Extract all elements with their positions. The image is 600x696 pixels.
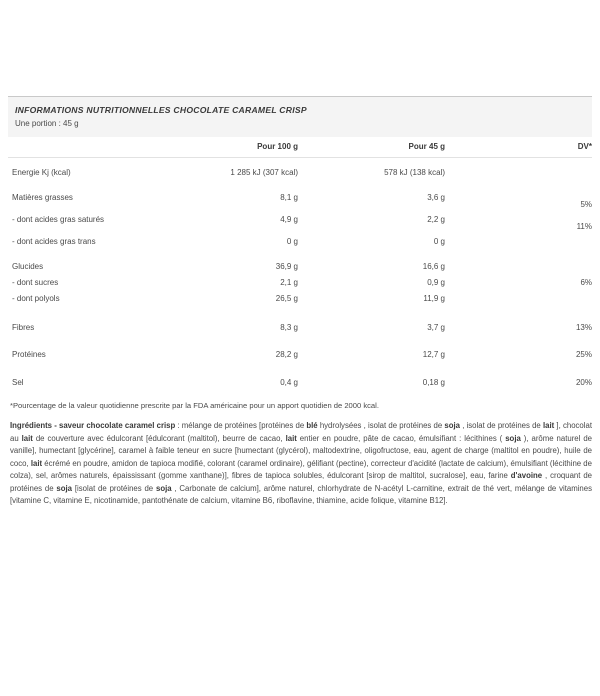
daily-value-percent: 11% bbox=[576, 222, 592, 231]
daily-value-percent: 6% bbox=[580, 278, 592, 287]
nutrient-label: - dont polyols bbox=[12, 294, 60, 303]
nutrient-label: Sel bbox=[12, 378, 24, 387]
value-per-100g: 28,2 g bbox=[275, 350, 298, 359]
nutrition-header bbox=[8, 96, 592, 137]
daily-value-percent: 20% bbox=[575, 378, 592, 387]
value-per-45g: 3,6 g bbox=[427, 193, 445, 202]
value-per-100g: 8,3 g bbox=[280, 323, 298, 332]
value-per-45g: 578 kJ (138 kcal) bbox=[384, 167, 445, 177]
nutrition-title: INFORMATIONS NUTRITIONNELLES CHOCOLATE CARAMEL CRISP bbox=[15, 105, 307, 115]
nutrient-label: - dont acides gras saturés bbox=[12, 215, 105, 224]
nutrient-label: Glucides bbox=[12, 262, 44, 271]
col-header-per45: Pour 45 g bbox=[408, 142, 445, 151]
value-per-100g: 4,9 g bbox=[280, 215, 298, 224]
daily-value-percent: 25% bbox=[575, 350, 592, 359]
value-per-100g: 26,5 g bbox=[275, 294, 298, 303]
ingredients-paragraph: Ingrédients - saveur chocolate caramel crisp : mélange de protéines [protéines de blé hydrolysées , isolat de protéines de soja , isolat de protéines de lait ], chocolat au lait de couverture avec édulcorant [édulcorant (maltitol), beurre de cacao, lait entier en poudre, pâte de cacao, émulsifiant : lécithines ( soja ), arôme naturel de vanille], humectant [glycérine], caramel à faible teneur en sucre [humectant (glycérol), maltodextrine, oligofructose, eau, agent de charge (maltitol en poudre), huile de coco, lait écrémé en poudre, amidon de tapioca modifié, colorant (caramel ordinaire), gélifiant (pectine), correcteur d'acidité (lactate de calcium), émulsifiant (lécithine de colza), sel, arômes naturels, épaississant (gomme xanthane)], fibres de tapioca solubles, édulcorant [sirop de maltitol, sucralose], eau, farine d'avoine , croquant de protéines de soja [isolat de protéines de soja , Carbonate de calcium], arôme naturel, chlorhydrate de N-acétyl L-carnitine, extrait de thé vert, mélange de vitamines [vitamine C, vitamine E, nicotinamide, pantothénate de calcium, vitamine B6, riboflavine, thiamine, acide folique, vitamine B12]. bbox=[10, 421, 592, 505]
value-per-100g: 36,9 g bbox=[275, 262, 298, 271]
daily-value-percent: 13% bbox=[575, 323, 592, 332]
nutrient-label: Matières grasses bbox=[12, 193, 73, 202]
table-row bbox=[8, 259, 592, 275]
value-per-45g: 12,7 g bbox=[422, 350, 445, 359]
serving-size: Une portion : 45 g bbox=[15, 119, 79, 128]
table-row bbox=[8, 158, 592, 187]
value-per-100g: 8,1 g bbox=[280, 193, 298, 202]
value-per-100g: 2,1 g bbox=[280, 278, 298, 287]
table-row bbox=[8, 231, 592, 253]
value-per-45g: 0,18 g bbox=[422, 378, 445, 387]
nutrition-panel bbox=[8, 96, 592, 508]
nutrient-label: - dont acides gras trans bbox=[12, 237, 96, 246]
col-header-per100: Pour 100 g bbox=[257, 142, 298, 151]
value-per-45g: 2,2 g bbox=[427, 215, 445, 224]
table-row bbox=[8, 315, 592, 341]
table-row bbox=[8, 187, 592, 209]
value-per-100g: 0 g bbox=[286, 237, 298, 246]
table-row bbox=[8, 369, 592, 397]
value-per-100g: 0,4 g bbox=[280, 378, 298, 387]
table-body bbox=[8, 158, 592, 397]
value-per-100g: 1 285 kJ (307 kcal) bbox=[230, 167, 298, 177]
table-row bbox=[8, 341, 592, 369]
value-per-45g: 0,9 g bbox=[427, 278, 445, 287]
value-per-45g: 16,6 g bbox=[422, 262, 445, 271]
daily-value-percent: 5% bbox=[580, 200, 592, 209]
table-row bbox=[8, 209, 592, 231]
value-per-45g: 3,7 g bbox=[427, 323, 445, 332]
table-row bbox=[8, 275, 592, 291]
nutrient-label: - dont sucres bbox=[12, 278, 59, 287]
dv-footnote: *Pourcentage de la valeur quotidienne prescrite par la FDA américaine pour un apport quotidien de 2000 kcal. bbox=[10, 401, 379, 410]
nutrient-label: Fibres bbox=[12, 323, 35, 332]
nutrient-label: Energie Kj (kcal) bbox=[12, 167, 71, 177]
nutrient-label: Protéines bbox=[12, 350, 46, 359]
col-header-dv: DV* bbox=[577, 142, 592, 151]
value-per-45g: 0 g bbox=[433, 237, 445, 246]
value-per-45g: 11,9 g bbox=[423, 294, 445, 303]
table-row bbox=[8, 291, 592, 307]
table-header-row bbox=[8, 137, 592, 158]
